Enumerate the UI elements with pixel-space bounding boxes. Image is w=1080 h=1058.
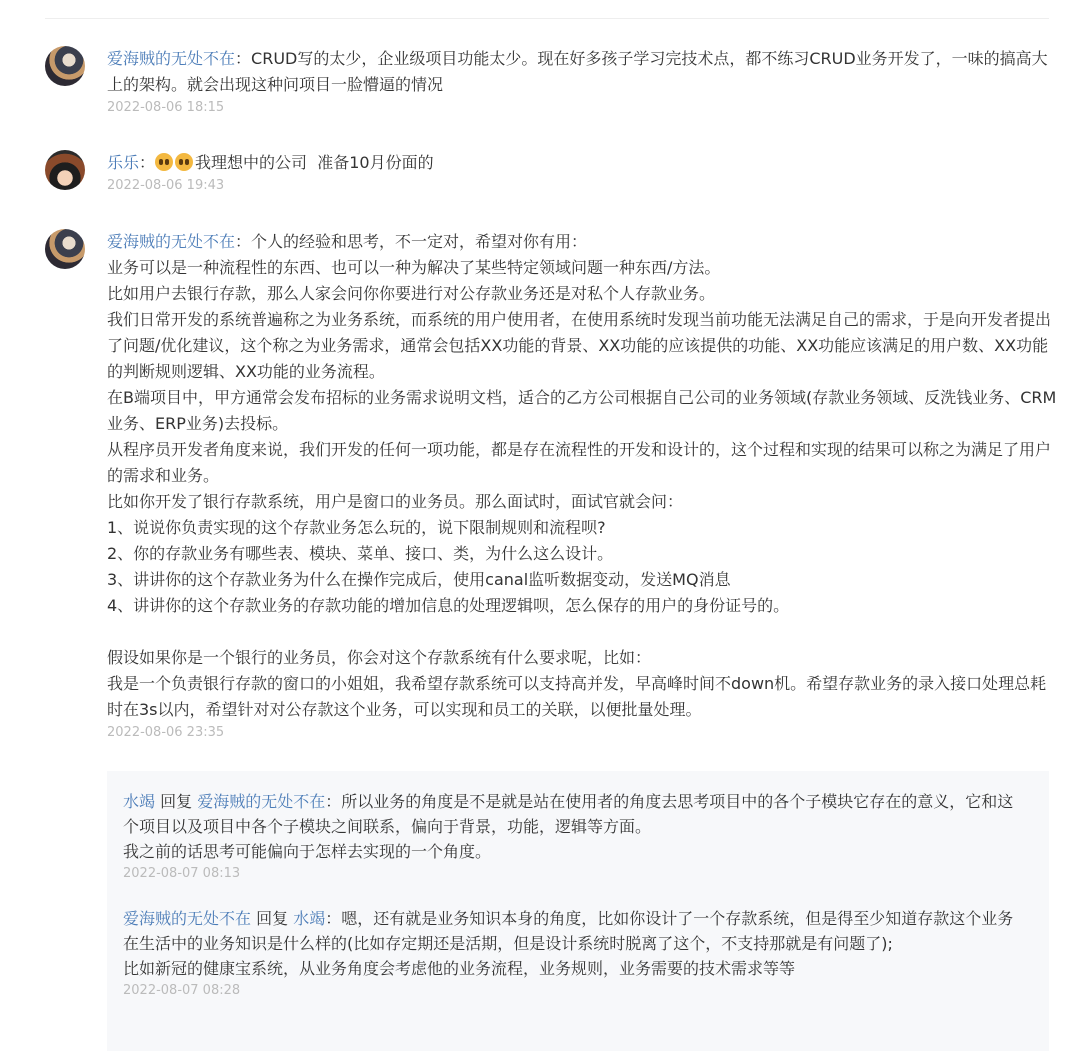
reply-target[interactable]: 爱海贼的无处不在	[197, 792, 326, 811]
user-avatar[interactable]	[45, 46, 85, 86]
comment-text	[107, 46, 1057, 98]
reply-word: 回复	[251, 909, 294, 928]
separator: ：	[235, 232, 252, 251]
reply-thread	[107, 771, 1049, 1051]
comment-time: 2022-08-06 18:15	[107, 100, 225, 115]
comment-content: 个人的经验和思考，不一定对，希望对你有用： 业务可以是一种流程性的东西、也可以一种为解决了某些特定领域问题一种东西/方法。 比如用户去银行存款，那么人家会问你你要进行对公存款业务还是对私个人存款业务。 我们日常开发的系统普遍称之为业务系统，而系统的用户使用者，在使用系统时发现当前功能无法满足自己的需求，于是向开发者提出了问题/优化建议，这个称之为业务需求，通常会包括XX功能的背景、XX功能的应该提供的功能、XX功能应该满足的用户数、XX功能的判断规则逻辑、XX功能的业务流程。 在B端项目中，甲方通常会发布招标的业务需求说明文档，适合的乙方公司根据自己公司的业务领域(存款业务领域、反洗钱业务、CRM业务、ERP业务)去投标。 从程序员开发者角度来说，我们开发的任何一项功能，都是存在流程性的开发和设计的，这个过程和实现的结果可以称之为满足了用户的需求和业务。 比如你开发了银行存款系统，用户是窗口的业务员。那么面试时，面试官就会问： 1、说说你负责实现的这个存款业务怎么玩的，说下限制规则和流程呗? 2、你的存款业务有哪些表、模块、菜单、接口、类，为什么这么设计。 3、讲讲你的这个存款业务为什么在操作完成后，使用canal监听数据变动，发送MQ消息 4、讲讲你的这个存款业务的存款功能的增加信息的处理逻辑呗，怎么保存的用户的身份证号的。 假设如果你是一个银行的业务员，你会对这个存款系统有什么要求呢，比如： 我是一个负责银行存款的窗口的小姐姐，我希望存款系统可以支持高并发，早高峰时间不down机。希望存款业务的录入接口处理总耗时在3s以内，希望针对对公存款这个业务，可以实现和员工的关联，以便批量处理。	[107, 232, 1057, 719]
comment-content: CRUD写的太少，企业级项目功能太少。现在好多孩子学习完技术点，都不练习CRUD业务开发了，一味的搞高大上的架构。就会出现这种问项目一脸懵逼的情况	[107, 49, 1048, 94]
comment-author[interactable]: 爱海贼的无处不在	[107, 232, 236, 251]
comment-content: 我理想中的公司 准备10月份面的	[195, 153, 434, 172]
reply-item	[123, 906, 1023, 998]
user-avatar[interactable]	[45, 229, 85, 269]
reply-author[interactable]: 水竭	[123, 792, 156, 811]
comment-text	[107, 150, 1057, 176]
user-avatar[interactable]	[45, 150, 85, 190]
reply-content: 所以业务的角度是不是就是站在使用者的角度去思考项目中的各个子模块它存在的意义，它和这个项目以及项目中各个子模块之间联系，偏向于背景，功能，逻辑等方面。 我之前的话思考可能偏向于怎样去实现的一个角度。	[123, 792, 1014, 861]
comment-text	[107, 229, 1057, 723]
reply-author[interactable]: 爱海贼的无处不在	[123, 909, 252, 928]
comment-author[interactable]: 爱海贼的无处不在	[107, 49, 236, 68]
reply-text	[123, 906, 1023, 981]
reply-word: 回复	[155, 792, 198, 811]
separator: ：	[325, 909, 342, 928]
reply-time: 2022-08-07 08:28	[123, 983, 241, 998]
separator: ：	[235, 49, 252, 68]
separator: ：	[325, 792, 342, 811]
reply-text	[123, 789, 1023, 864]
separator: ：	[139, 153, 156, 172]
top-divider	[45, 18, 1049, 19]
comment-author[interactable]: 乐乐	[107, 153, 140, 172]
crying-face-emoji	[155, 153, 173, 171]
reply-time: 2022-08-07 08:13	[123, 866, 241, 881]
reply-item	[123, 789, 1023, 881]
comment-time: 2022-08-06 23:35	[107, 725, 225, 740]
comment-time: 2022-08-06 19:43	[107, 178, 225, 193]
reply-content: 嗯，还有就是业务知识本身的角度，比如你设计了一个存款系统，但是得至少知道存款这个业务在生活中的业务知识是什么样的(比如存定期还是活期，但是设计系统时脱离了这个，不支持那就是有问题了); 比如新冠的健康宝系统，从业务角度会考虑他的业务流程，业务规则，业务需要的技术需求等等	[123, 909, 1014, 978]
reply-target[interactable]: 水竭	[293, 909, 326, 928]
crying-face-emoji	[175, 153, 193, 171]
